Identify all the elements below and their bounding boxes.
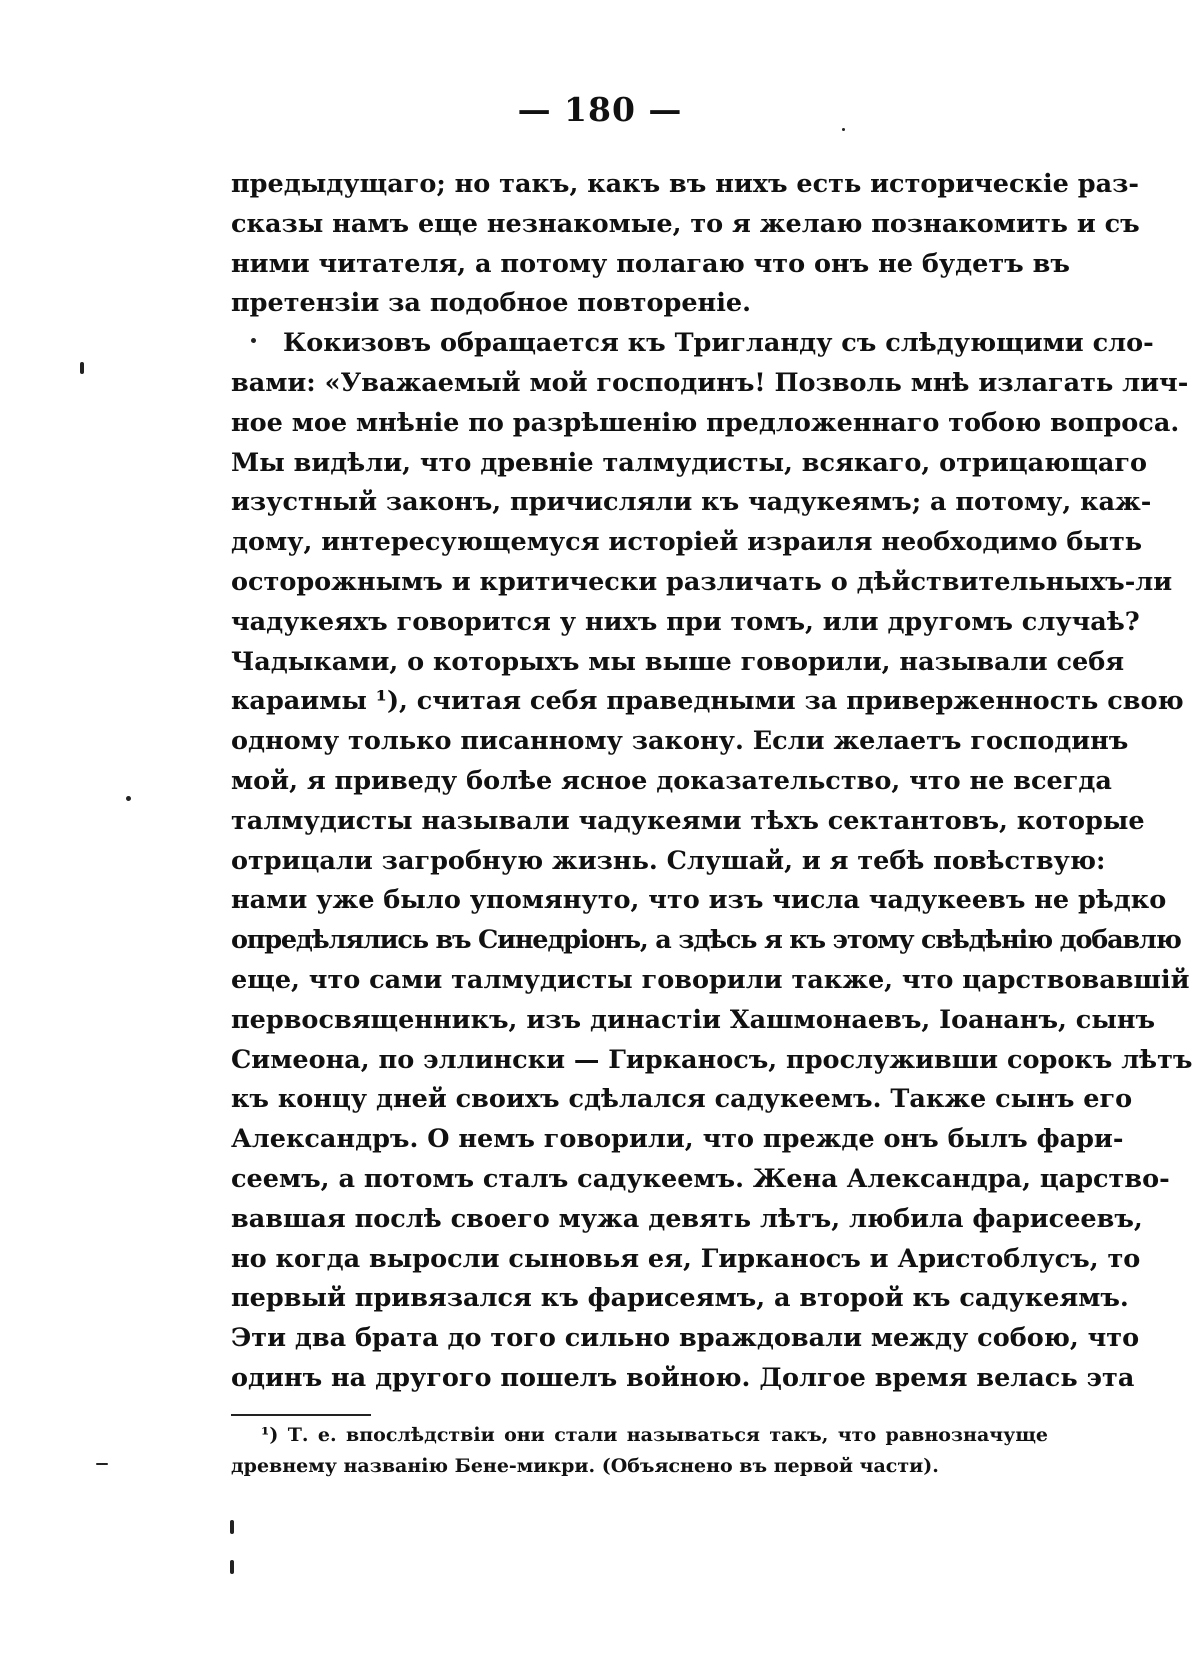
text-line: вавшая послѣ своего мужа девять лѣтъ, любила фарисеевъ, — [231, 1203, 1143, 1234]
text-line: одному только писанному закону. Если желаетъ господинъ — [231, 726, 1129, 757]
footnote-line: древнему названію Бене-микри. (Объяснено въ первой части). — [231, 1455, 939, 1477]
scan-speck — [251, 338, 256, 343]
text-line: еще, что сами талмудисты говорили также, что царствовавшій — [231, 964, 1190, 995]
text-line: Кокизовъ обращается къ Тригланду съ слѣдующими сло- — [283, 328, 1154, 359]
text-line: но когда выросли сыновья ея, Гирканосъ и Аристоблусъ, то — [231, 1243, 1141, 1274]
text-line: Эти два брата до того сильно враждовали между собою, что — [231, 1323, 1140, 1354]
text-line: отрицали загробную жизнь. Слушай, и я тебѣ повѣствую: — [231, 845, 1106, 876]
text-line: талмудисты называли чадукеями тѣхъ сектантовъ, которые — [231, 805, 1145, 836]
footnotes — [231, 1420, 1048, 1482]
scan-speck — [96, 1463, 108, 1465]
text-line: одинъ на другого пошелъ войною. Долгое время велась эта — [231, 1362, 1135, 1393]
text-line: чадукеяхъ говорится у нихъ при томъ, или другомъ случаѣ? — [231, 606, 1140, 637]
text-line: претензіи за подобное повтореніе. — [231, 288, 751, 319]
scan-speck — [80, 362, 84, 374]
body-text — [231, 165, 1192, 1399]
text-line: вами: «Уважаемый мой господинъ! Позволь мнѣ излагать лич- — [231, 367, 1189, 398]
text-line: сказы намъ еще незнакомые, то я желаю познакомить и съ — [231, 208, 1140, 239]
text-line: опредѣлялись въ Синедріонъ, а здѣсь я къ этому свѣдѣнію добавлю — [231, 925, 1181, 956]
text-line: Симеона, по эллински — Гирканосъ, прослуживши сорокъ лѣтъ — [231, 1044, 1192, 1075]
text-line: ними читателя, а потому полагаю что онъ не будетъ въ — [231, 248, 1070, 279]
footnote-rule — [231, 1414, 371, 1416]
text-line: Александръ. О немъ говорили, что прежде онъ былъ фари- — [231, 1124, 1124, 1155]
text-line: сеемъ, а потомъ сталъ садукеемъ. Жена Александра, царство- — [231, 1163, 1170, 1194]
text-line: нами уже было упомянуто, что изъ числа чадукеевъ не рѣдко — [231, 885, 1167, 916]
text-line: предыдущаго; но такъ, какъ въ нихъ есть историческіе раз- — [231, 169, 1139, 199]
text-line: Чадыками, о которыхъ мы выше говорили, называли себя — [231, 646, 1125, 677]
text-line: первый привязался къ фарисеямъ, а второй къ садукеямъ. — [231, 1283, 1129, 1314]
text-line: изустный законъ, причисляли къ чадукеямъ; а потому, каж- — [231, 487, 1152, 518]
text-line: первосвященникъ, изъ династіи Хашмонаевъ, Іоананъ, сынъ — [231, 1004, 1156, 1035]
text-line: осторожнымъ и критически различать о дѣйствительныхъ-ли — [231, 566, 1173, 597]
scan-speck — [230, 1560, 234, 1574]
page-number: — 180 — — [517, 90, 683, 129]
text-line: къ концу дней своихъ сдѣлался садукеемъ. Также сынъ его — [231, 1084, 1133, 1115]
text-line: мой, я приведу болѣе ясное доказательство, что не всегда — [231, 765, 1112, 796]
scan-speck — [230, 1520, 234, 1534]
text-line: ное мое мнѣніе по разрѣшенію предложеннаго тобою вопроса. — [231, 407, 1180, 438]
text-line: караимы ¹), считая себя праведными за приверженность свою — [231, 686, 1184, 717]
scan-speck — [126, 796, 131, 801]
text-line: Мы видѣли, что древніе талмудисты, всякаго, отрицающаго — [231, 447, 1147, 478]
scan-speck — [842, 128, 845, 131]
text-line: дому, интересующемуся исторіей израиля необходимо быть — [231, 527, 1143, 558]
footnote-line: ¹) Т. е. впослѣдствіи они стали называться такъ, что равнозначуще — [261, 1424, 1048, 1446]
